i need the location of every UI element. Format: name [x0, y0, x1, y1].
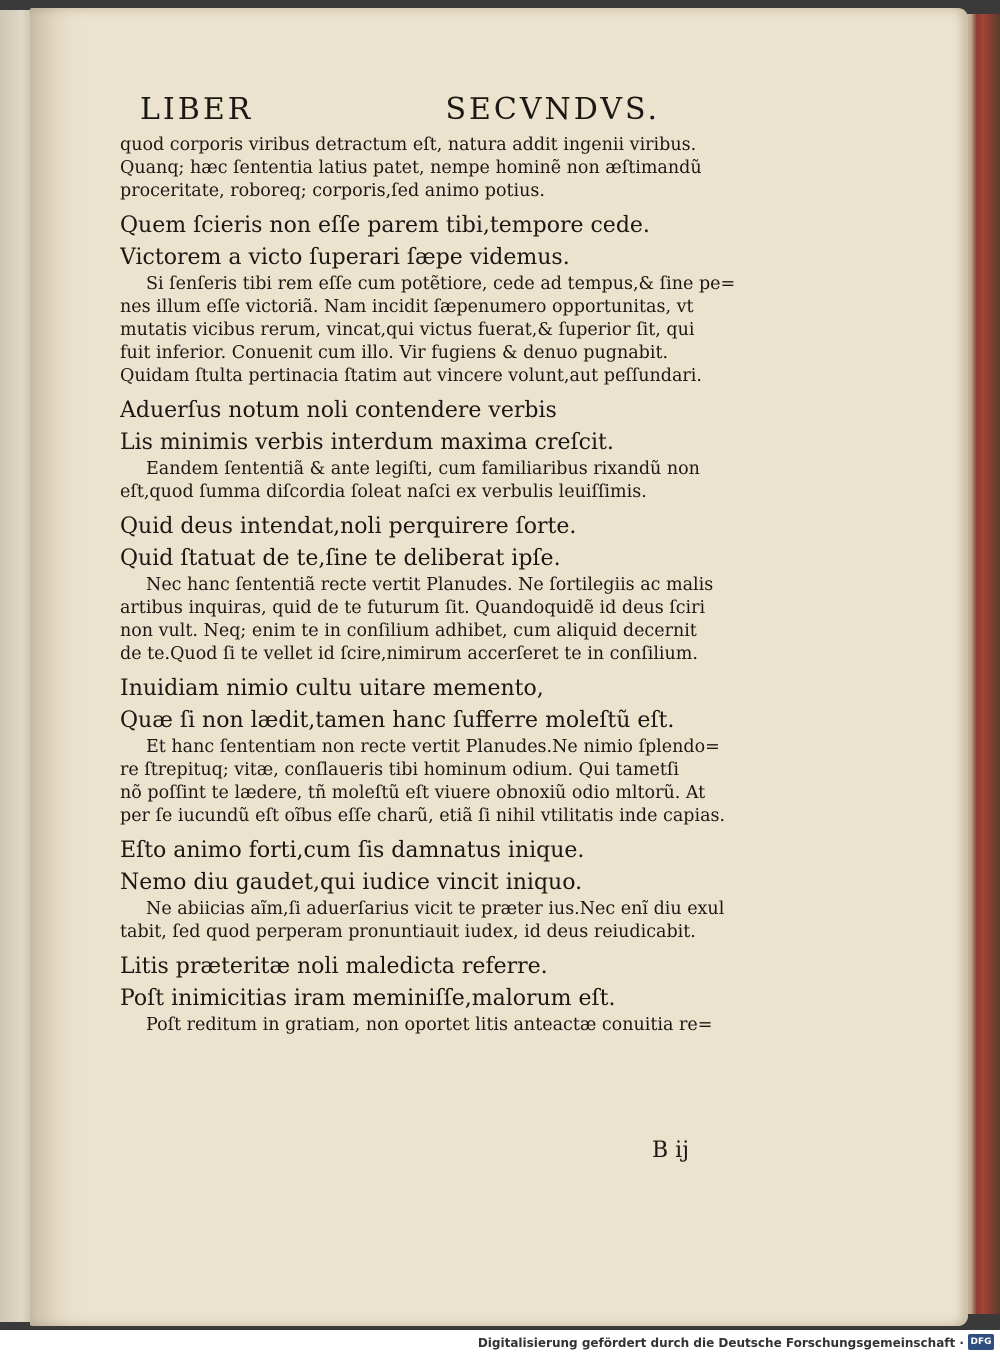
commentary-line: Poſt reditum in gratiam, non oportet litis anteactæ conuitia re= — [146, 1015, 713, 1035]
commentary-line: Ne abiicias aĩm,ſi aduerſarius vicit te præter ius.Nec enĩ diu exul — [146, 899, 725, 919]
commentary-line: eſt,quod ſumma diſcordia ſoleat naſci ex verbulis leuiſſimis. — [120, 482, 647, 502]
running-head-left: LIBER — [140, 92, 254, 127]
commentary-line: Et hanc ſententiam non recte vertit Planudes.Ne nimio ſplendo= — [146, 737, 720, 757]
commentary-line: proceritate, roboreq; corporis,ſed animo potius. — [120, 181, 545, 201]
commentary-line: de te.Quod ſi te vellet id ſcire,nimirum accerſeret te in conſilium. — [120, 644, 698, 664]
running-head — [140, 92, 660, 128]
commentary-line: nes illum eſſe victoriã. Nam incidit ſæpenumero opportunitas, vt — [120, 297, 694, 317]
verse-line: Eſto animo forti,cum ſis damnatus inique. — [120, 838, 585, 863]
commentary-line: Nec hanc ſententiã recte vertit Planudes. Ne ſortilegiis ac malis — [146, 575, 714, 595]
verse-line: Litis præteritæ noli maledicta referre. — [120, 954, 548, 979]
dfg-logo: DFG — [968, 1334, 994, 1350]
verse-line: Quem ſcieris non eſſe parem tibi,tempore cede. — [120, 213, 650, 238]
commentary-line: fuit inferior. Conuenit cum illo. Vir fugiens & denuo pugnabit. — [120, 343, 669, 363]
commentary-line: re ſtrepituq; vitæ, conſlaueris tibi hominum odium. Qui tametſi — [120, 760, 679, 780]
verse-line: Quæ ſi non lædit,tamen hanc ſufferre moleſtũ eſt. — [120, 708, 675, 733]
commentary-line: Si ſenſeris tibi rem eſſe cum potẽtiore, cede ad tempus,& ſine pe= — [146, 274, 736, 294]
verse-line: Victorem a victo ſuperari ſæpe videmus. — [120, 245, 570, 270]
commentary-line: Eandem ſententiã & ante legiſti, cum familiaribus rixandũ non — [146, 459, 700, 479]
verse-line: Lis minimis verbis interdum maxima creſcit. — [120, 430, 614, 455]
commentary-line: tabit, ſed quod perperam pronuntiauit iudex, id deus reiudicabit. — [120, 922, 696, 942]
verse-line: Poſt inimicitias iram meminiſſe,malorum eſt. — [120, 986, 616, 1011]
funding-credit: Digitalisierung gefördert durch die Deutsche Forschungsgemeinschaft · — [477, 1336, 964, 1350]
verse-line: Quid ſtatuat de te,ſine te deliberat ipſe. — [120, 546, 561, 571]
verse-line: Inuidiam nimio cultu uitare memento, — [120, 676, 544, 701]
commentary-line: quod corporis viribus detractum eſt, natura addit ingenii viribus. — [120, 135, 697, 155]
verse-line: Quid deus intendat,noli perquirere ſorte. — [120, 514, 577, 539]
signature-mark: B ij — [652, 1138, 690, 1163]
commentary-line: artibus inquiras, quid de te futurum ſit. Quandoquidẽ id deus ſciri — [120, 598, 706, 618]
running-head-right: SECVNDVS. — [445, 92, 660, 127]
verse-line: Aduerſus notum noli contendere verbis — [120, 398, 557, 423]
commentary-line: per ſe iucundũ eſt oĩbus eſſe charũ, etiã ſi nihil vtilitatis inde capias. — [120, 806, 726, 826]
commentary-line: Quidam ſtulta pertinacia ſtatim aut vincere volunt,aut peſſundari. — [120, 366, 702, 386]
commentary-line: Quanq; hæc ſententia latius patet, nempe hominẽ non æſtimandũ — [120, 158, 702, 178]
commentary-line: nõ poſſint te lædere, tñ moleſtũ eſt viuere obnoxiũ odio mltorũ. At — [120, 783, 706, 803]
verse-line: Nemo diu gaudet,qui iudice vincit iniquo. — [120, 870, 583, 895]
page-text — [120, 92, 765, 1037]
commentary-line: non vult. Neq; enim te in conſilium adhibet, cum aliquid decernit — [120, 621, 697, 641]
text-lines — [120, 134, 765, 1037]
commentary-line: mutatis vicibus rerum, vincat,qui victus fuerat,& ſuperior ſit, qui — [120, 320, 695, 340]
